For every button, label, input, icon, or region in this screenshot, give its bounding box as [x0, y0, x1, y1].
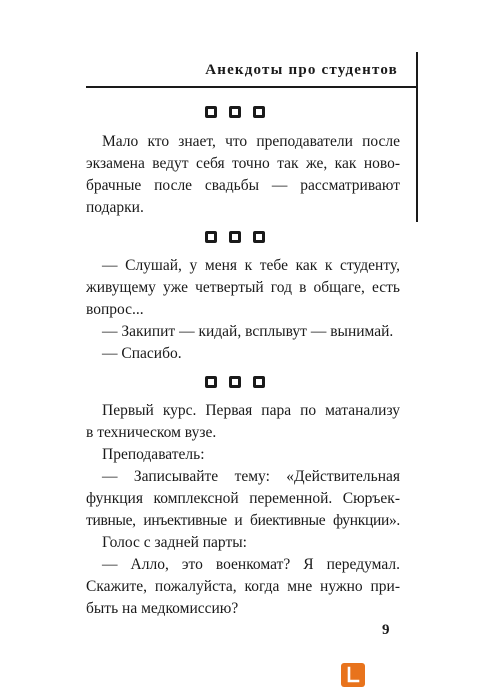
text-line: тивные, инъективные и биективные функции». [86, 512, 400, 529]
text-line: функция комплексной переменной. Сюръек- [86, 490, 400, 507]
square-icon [229, 231, 241, 243]
square-icon [205, 106, 217, 118]
text-line: Скажите, пожалуйста, когда мне нужно при- [86, 578, 400, 595]
separator-ornament [205, 374, 265, 390]
page-number: 9 [382, 622, 390, 638]
text-line: в техническом вузе. [86, 424, 217, 441]
separator-ornament [205, 104, 265, 120]
square-icon [205, 231, 217, 243]
joke-1 [86, 131, 400, 219]
text-line: — Алло, это военкомат? Я передумал. [102, 556, 400, 573]
square-icon [205, 376, 217, 388]
text-line: подарки. [86, 199, 144, 216]
joke-3 [86, 400, 400, 620]
square-icon [253, 376, 265, 388]
text-line: живущему уже четвертый год в общаге, есть [86, 279, 400, 296]
square-icon [253, 106, 265, 118]
text-line: Голос с задней парты: [102, 534, 247, 551]
separator-ornament [205, 229, 265, 245]
square-icon [229, 106, 241, 118]
text-line: экзамена ведут себя точно так же, как ново- [86, 155, 400, 172]
square-icon [253, 231, 265, 243]
header-rule [86, 86, 418, 88]
running-head: Анекдоты про студентов [205, 62, 398, 78]
publisher-logo-icon [341, 663, 365, 687]
text-line: брачные после свадьбы — рассматривают [86, 177, 400, 194]
text-line: Мало кто знает, что преподаватели после [102, 133, 400, 150]
vertical-rule [416, 52, 418, 222]
text-line: Первый курс. Первая пара по матанализу [102, 402, 400, 419]
text-line: — Записывайте тему: «Действительная [102, 468, 400, 485]
text-line: Преподаватель: [102, 446, 205, 463]
square-icon [229, 376, 241, 388]
text-line: — Закипит — кидай, всплывут — вынимай. [102, 323, 394, 340]
text-line: — Слушай, у меня к тебе как к студенту, [102, 257, 400, 274]
text-line: вопрос... [86, 301, 144, 318]
text-line: быть на медкомиссию? [86, 600, 239, 617]
joke-2 [86, 255, 400, 365]
text-line: — Спасибо. [102, 345, 182, 362]
